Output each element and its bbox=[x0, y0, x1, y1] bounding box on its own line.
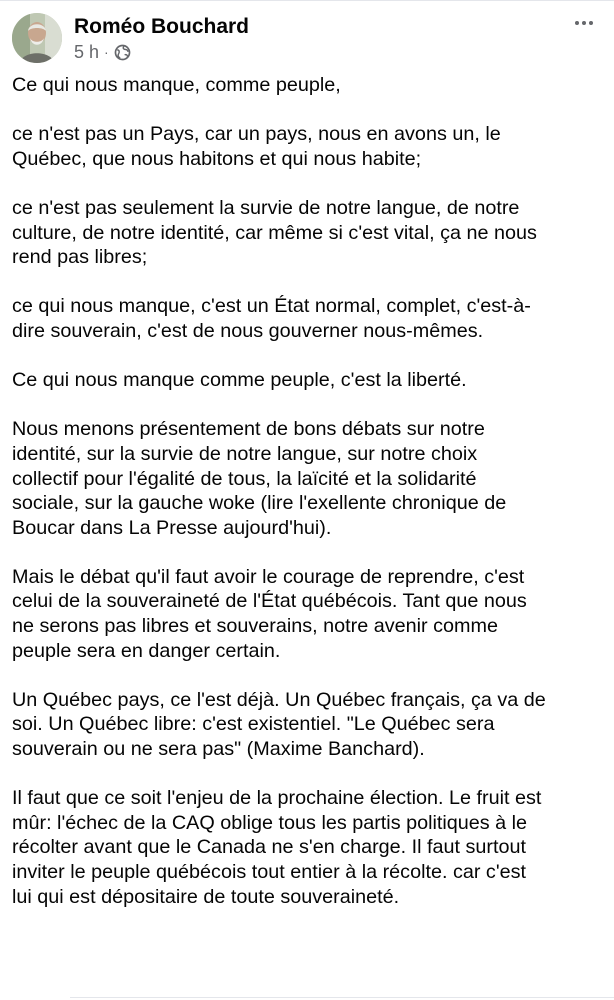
more-horizontal-icon bbox=[589, 21, 593, 25]
meta-separator: · bbox=[104, 44, 109, 60]
more-horizontal-icon bbox=[575, 21, 579, 25]
post-paragraph-9: Il faut que ce soit l'enjeu de la prochaine élection. Le fruit est mûr: l'échec de la CAQ oblige tous les partis politiques à le récolter avant que le Canada ne s'en charge. Il faut surtout inviter le peuple québécois tout entier à la récolte. car c'est lui qui est dépositaire de toute souveraineté. bbox=[12, 787, 542, 908]
post-text bbox=[12, 73, 604, 909]
more-options-button[interactable] bbox=[570, 13, 598, 33]
post-paragraph-1: Ce qui nous manque, comme peuple, bbox=[12, 74, 341, 96]
post-paragraph-7: Mais le débat qu'il faut avoir le courage de reprendre, c'est celui de la souveraineté de l'État québécois. Tant que nous ne serons pas libres et souverains, notre avenir comme peuple sera en danger certain. bbox=[12, 565, 527, 662]
author-photo-icon bbox=[12, 13, 62, 63]
post-bottom-divider bbox=[70, 997, 614, 998]
post-header bbox=[12, 11, 602, 65]
post-time[interactable]: 5 h bbox=[74, 42, 100, 62]
author-name-link[interactable]: Roméo Bouchard bbox=[74, 15, 250, 38]
post-meta bbox=[74, 41, 249, 63]
globe-icon[interactable] bbox=[114, 44, 131, 61]
post-paragraph-8: Un Québec pays, ce l'est déjà. Un Québec français, ça va de soi. Un Québec libre: c'est existentiel. "Le Québec sera souverain ou ne sera pas" (Maxime Banchard). bbox=[12, 688, 546, 761]
post-paragraph-3: ce n'est pas seulement la survie de notre langue, de notre culture, de notre identité, car même si c'est vital, ça ne nous rend pas libres; bbox=[12, 196, 537, 269]
post-paragraph-2: ce n'est pas un Pays, car un pays, nous en avons un, le Québec, que nous habitons et qui nous habite; bbox=[12, 123, 501, 170]
post-paragraph-6: Nous menons présentement de bons débats sur notre identité, sur la survie de notre langue, sur notre choix collectif pour l'égalité de tous, la laïcité et la solidarité sociale, sur la gauche woke (lire l'exellente chronique de Boucar dans La Presse aujourd'hui). bbox=[12, 418, 507, 539]
author-avatar[interactable] bbox=[12, 13, 62, 63]
post-paragraph-5: Ce qui nous manque comme peuple, c'est la liberté. bbox=[12, 369, 467, 392]
more-horizontal-icon bbox=[582, 21, 586, 25]
post-paragraph-4: ce qui nous manque, c'est un État normal, complet, c'est-à- dire souverain, c'est de nous gouverner nous-mêmes. bbox=[12, 295, 531, 342]
author-block bbox=[74, 14, 249, 63]
